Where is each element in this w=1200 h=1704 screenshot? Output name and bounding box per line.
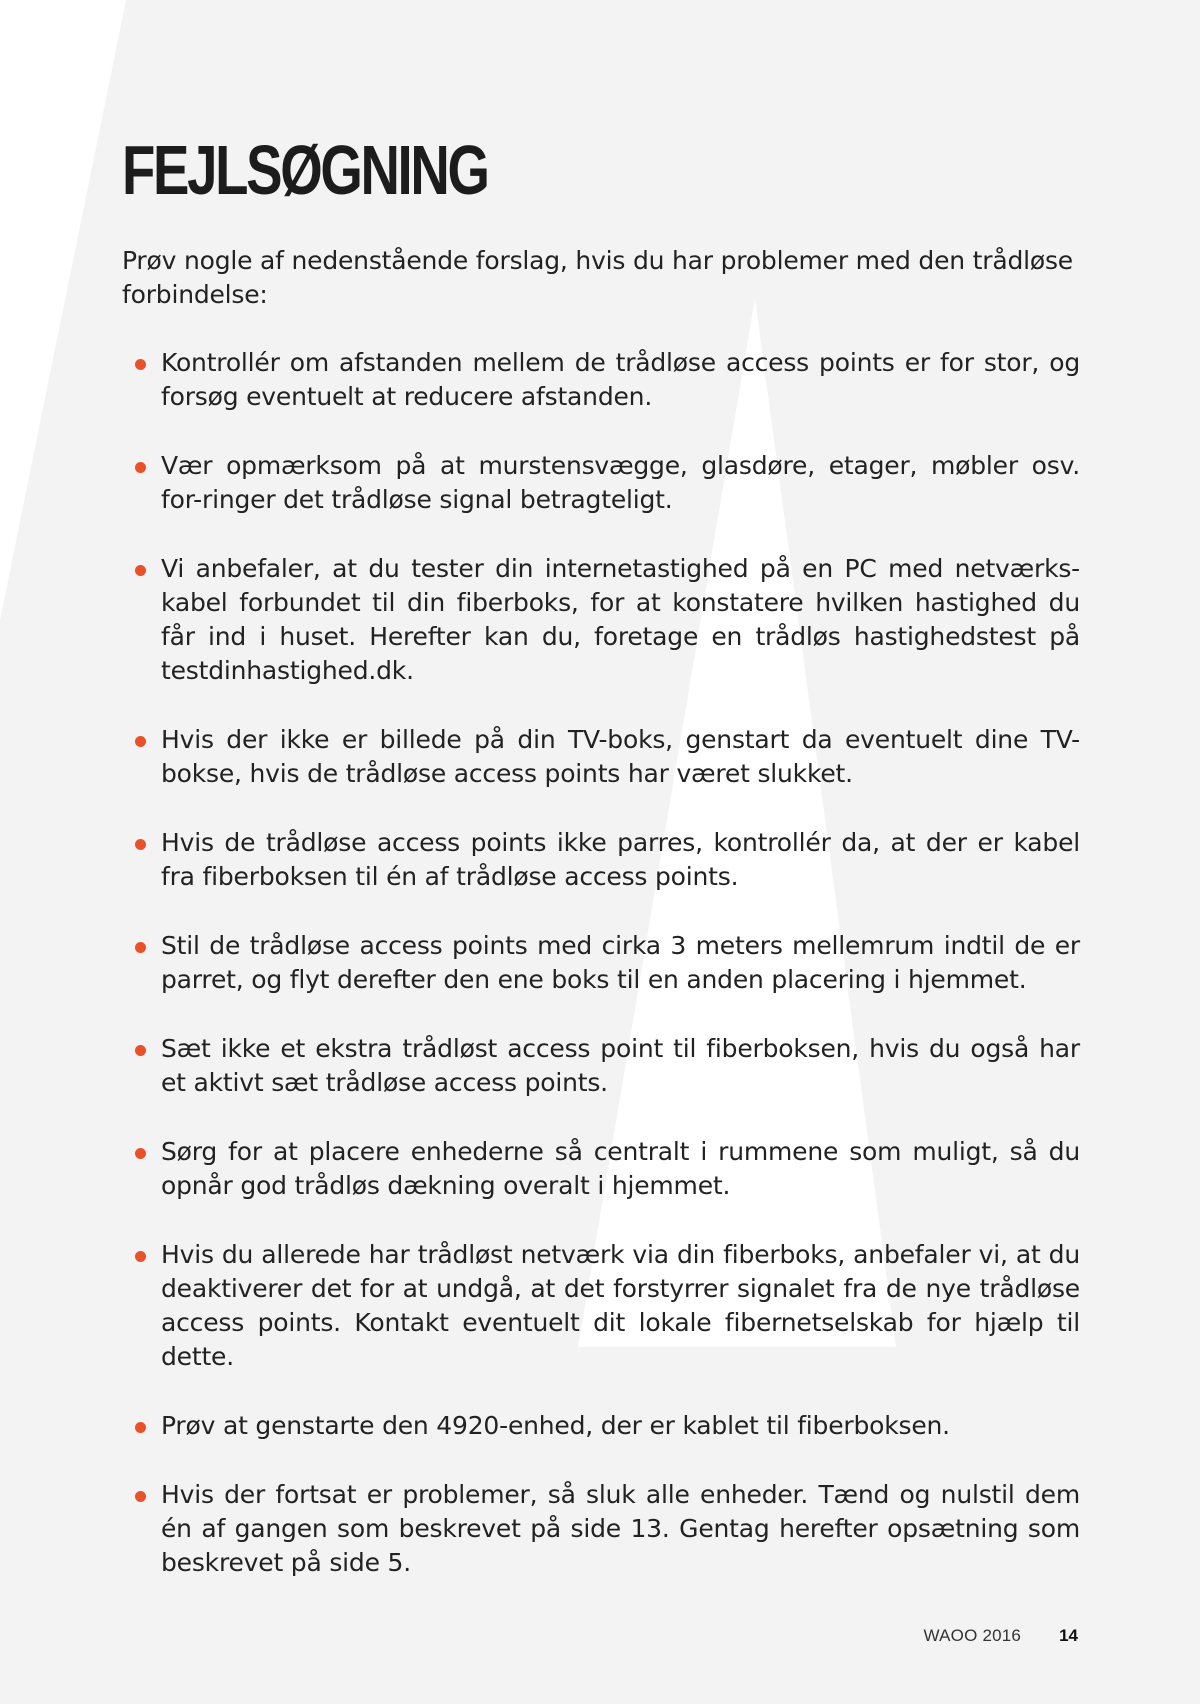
page-title: FEJLSØGNING [122,131,488,209]
list-item-text: Hvis de trådløse access points ikke parres, kontrollér da, at der er kabel fra fiberboksen til én af trådløse access points. [161,828,1080,891]
bullet-icon [135,359,146,370]
list-item [122,1238,1080,1374]
list-item-text: Kontrollér om afstanden mellem de trådløse access points er for stor, og forsøg eventuelt at reducere afstanden. [161,348,1080,411]
intro-text: Prøv nogle af nedenstående forslag, hvis du har problemer med den trådløse forbindelse: [122,246,1073,309]
list-item [122,826,1080,894]
list-item [122,1409,1080,1443]
list-item-text: Stil de trådløse access points med cirka 3 meters mellemrum indtil de er parret, og flyt derefter den ene boks til en anden placering i hjemmet. [161,931,1080,994]
bullet-icon [135,1491,146,1502]
bullet-icon [135,462,146,473]
list-item-text: Vi anbefaler, at du tester din internetastighed på en PC med netværks-kabel forbundet til din fiberboks, for at konstatere hvilken hastighed du får ind i huset. Herefter kan du, foretage en trådløs hastighedstest på testdinhastighed.dk. [161,554,1080,685]
list-item-text: Hvis der ikke er billede på din TV-boks, genstart da eventuelt dine TV-bokse, hvis de trådløse access points har været slukket. [161,725,1080,788]
list-item-text: Prøv at genstarte den 4920-enhed, der er kablet til fiberboksen. [161,1411,950,1440]
list-item [122,449,1080,517]
list-item [122,1478,1080,1580]
list-item-text: Hvis der fortsat er problemer, så sluk alle enheder. Tænd og nulstil dem én af gangen som beskrevet på side 13. Gentag herefter opsætning som beskrevet på side 5. [161,1480,1080,1577]
page-number: 14 [1059,1626,1078,1645]
bullet-icon [135,736,146,747]
bullet-icon [135,942,146,953]
main-content [122,128,1080,1615]
list-item [122,1135,1080,1203]
bullet-icon [135,1422,146,1433]
bullet-icon [135,1148,146,1159]
list-item-text: Hvis du allerede har trådløst netværk via din fiberboks, anbefaler vi, at du deaktiverer det for at undgå, at det forstyrrer signalet fra de nye trådløse access points. Kontakt eventuelt dit lokale fibernetselskab for hjælp til dette. [161,1240,1080,1371]
bullet-icon [135,1045,146,1056]
list-item-text: Sæt ikke et ekstra trådløst access point til fiberboksen, hvis du også har et aktivt sæt trådløse access points. [161,1034,1080,1097]
page-footer [924,1626,1078,1646]
list-item-text: Vær opmærksom på at murstensvægge, glasdøre, etager, møbler osv. for-ringer det trådløse signal betragteligt. [161,451,1080,514]
bullet-icon [135,1251,146,1262]
troubleshooting-list [122,346,1080,1580]
bullet-icon [135,839,146,850]
list-item [122,552,1080,688]
left-white-wedge [0,0,126,620]
list-item [122,723,1080,791]
list-item [122,346,1080,414]
list-item-text: Sørg for at placere enhederne så centralt i rummene som muligt, så du opnår god trådløs dækning overalt i hjemmet. [161,1137,1080,1200]
list-item [122,929,1080,997]
bullet-icon [135,565,146,576]
footer-brand: WAOO 2016 [923,1626,1022,1645]
list-item [122,1032,1080,1100]
